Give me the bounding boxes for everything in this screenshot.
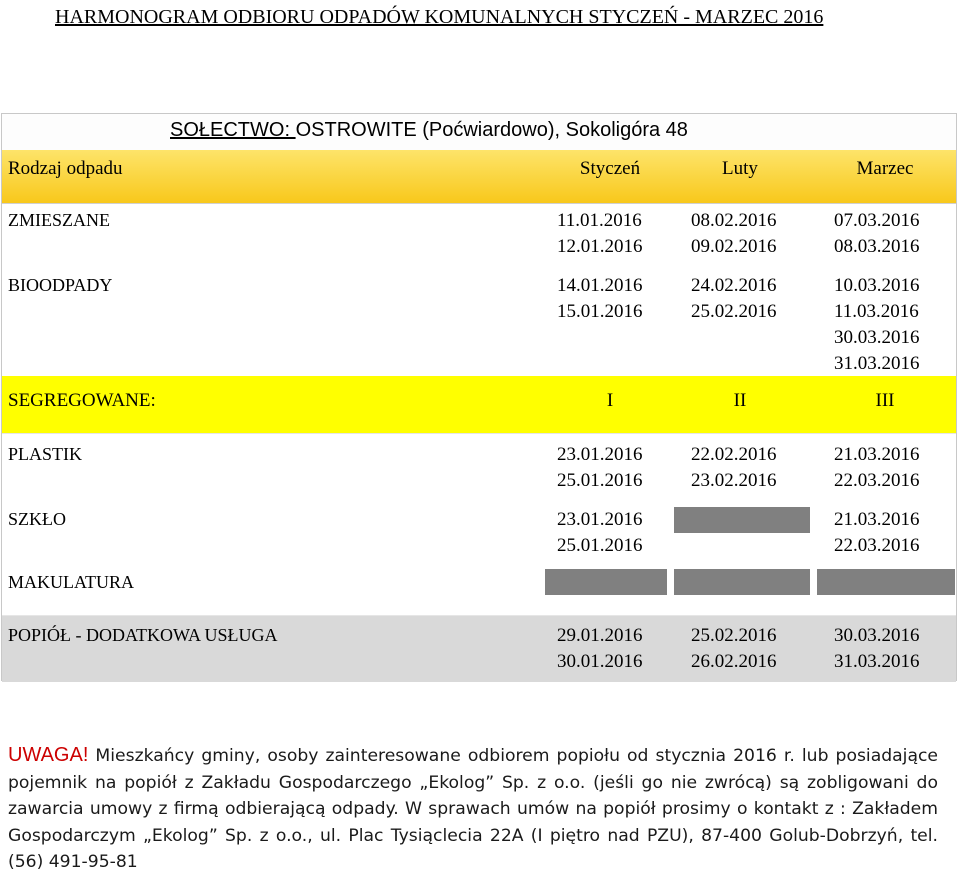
notice-text: Mieszkańcy gminy, osoby zainteresowane odbiorem popiołu od stycznia 2016 r. lub posiadające pojemnik na popiół z Zakładu Gospodarczego „Ekolog” Sp. z o.o. (jeśli go nie zwrócą) są zobligowani do zawarcia umowy z firmą odbierającą odpady. W sprawach umów na popiół prosimy o kontakt z : Zakładem Gospodarczym „Ekolog” Sp. z o.o., ul. Plac Tysiąclecia 22A (I piętro nad PZU), 87-400 Golub-Dobrzyń, tel. (56) 491-95-81 <box>8 746 938 872</box>
header-label: Rodzaj odpadu <box>8 158 123 179</box>
date-cell: 23.01.2016 <box>557 444 643 465</box>
header-month-mar: Marzec <box>856 158 914 179</box>
no-collection-block <box>545 569 667 595</box>
date-cell: 11.01.2016 <box>557 210 642 231</box>
date-cell: 08.02.2016 <box>691 210 777 231</box>
header-month-feb: Luty <box>722 158 758 179</box>
date-cell: 30.01.2016 <box>557 651 643 672</box>
date-cell: 15.01.2016 <box>557 301 643 322</box>
date-cell: 25.01.2016 <box>557 535 643 556</box>
header-month-jan: Styczeń <box>579 158 641 179</box>
date-cell: 22.03.2016 <box>834 535 920 556</box>
date-cell: 23.02.2016 <box>691 470 777 491</box>
row-label-segregowane: SEGREGOWANE: <box>8 390 156 411</box>
row-label-bioodpady: BIOODPADY <box>8 275 113 295</box>
row-divider <box>2 615 956 616</box>
date-cell: 12.01.2016 <box>557 236 643 257</box>
date-cell: 31.03.2016 <box>834 353 920 374</box>
date-cell: 25.02.2016 <box>691 301 777 322</box>
heading-rest: OSTROWITE (Poćwiardowo), Sokoligóra 48 <box>295 119 688 141</box>
notice-paragraph <box>8 742 938 876</box>
date-cell: 21.03.2016 <box>834 509 920 530</box>
row-label-szklo: SZKŁO <box>8 509 66 529</box>
header-row <box>2 150 956 203</box>
date-cell: 22.02.2016 <box>691 444 777 465</box>
segment-col-1: I <box>606 390 614 411</box>
date-cell: 23.01.2016 <box>557 509 643 530</box>
date-cell: 21.03.2016 <box>834 444 920 465</box>
date-cell: 11.03.2016 <box>834 301 919 322</box>
date-cell: 30.03.2016 <box>834 327 920 348</box>
no-collection-block <box>817 569 955 595</box>
segment-col-3: III <box>875 390 895 411</box>
row-label-makulatura: MAKULATURA <box>8 572 134 592</box>
date-cell: 10.03.2016 <box>834 275 920 296</box>
date-cell: 30.03.2016 <box>834 625 920 646</box>
row-label-plastik: PLASTIK <box>8 444 83 464</box>
section-heading <box>170 119 688 142</box>
date-cell: 26.02.2016 <box>691 651 777 672</box>
date-cell: 22.03.2016 <box>834 470 920 491</box>
warning-label: UWAGA! <box>8 744 89 766</box>
date-cell: 09.02.2016 <box>691 236 777 257</box>
date-cell: 25.02.2016 <box>691 625 777 646</box>
row-divider <box>2 433 956 434</box>
date-cell: 31.03.2016 <box>834 651 920 672</box>
date-cell: 14.01.2016 <box>557 275 643 296</box>
no-collection-block <box>674 507 810 533</box>
date-cell: 29.01.2016 <box>557 625 643 646</box>
date-cell: 07.03.2016 <box>834 210 920 231</box>
segment-col-2: II <box>733 390 747 411</box>
row-label-zmieszane: ZMIESZANE <box>8 210 110 230</box>
heading-prefix: SOŁECTWO: <box>170 119 296 141</box>
no-collection-block <box>674 569 810 595</box>
page-title: HARMONOGRAM ODBIORU ODPADÓW KOMUNALNYCH STYCZEŃ - MARZEC 2016 <box>55 6 824 28</box>
row-divider <box>2 203 956 204</box>
date-cell: 24.02.2016 <box>691 275 777 296</box>
row-label-popiol: POPIÓŁ - DODATKOWA USŁUGA <box>8 625 278 645</box>
date-cell: 08.03.2016 <box>834 236 920 257</box>
date-cell: 25.01.2016 <box>557 470 643 491</box>
